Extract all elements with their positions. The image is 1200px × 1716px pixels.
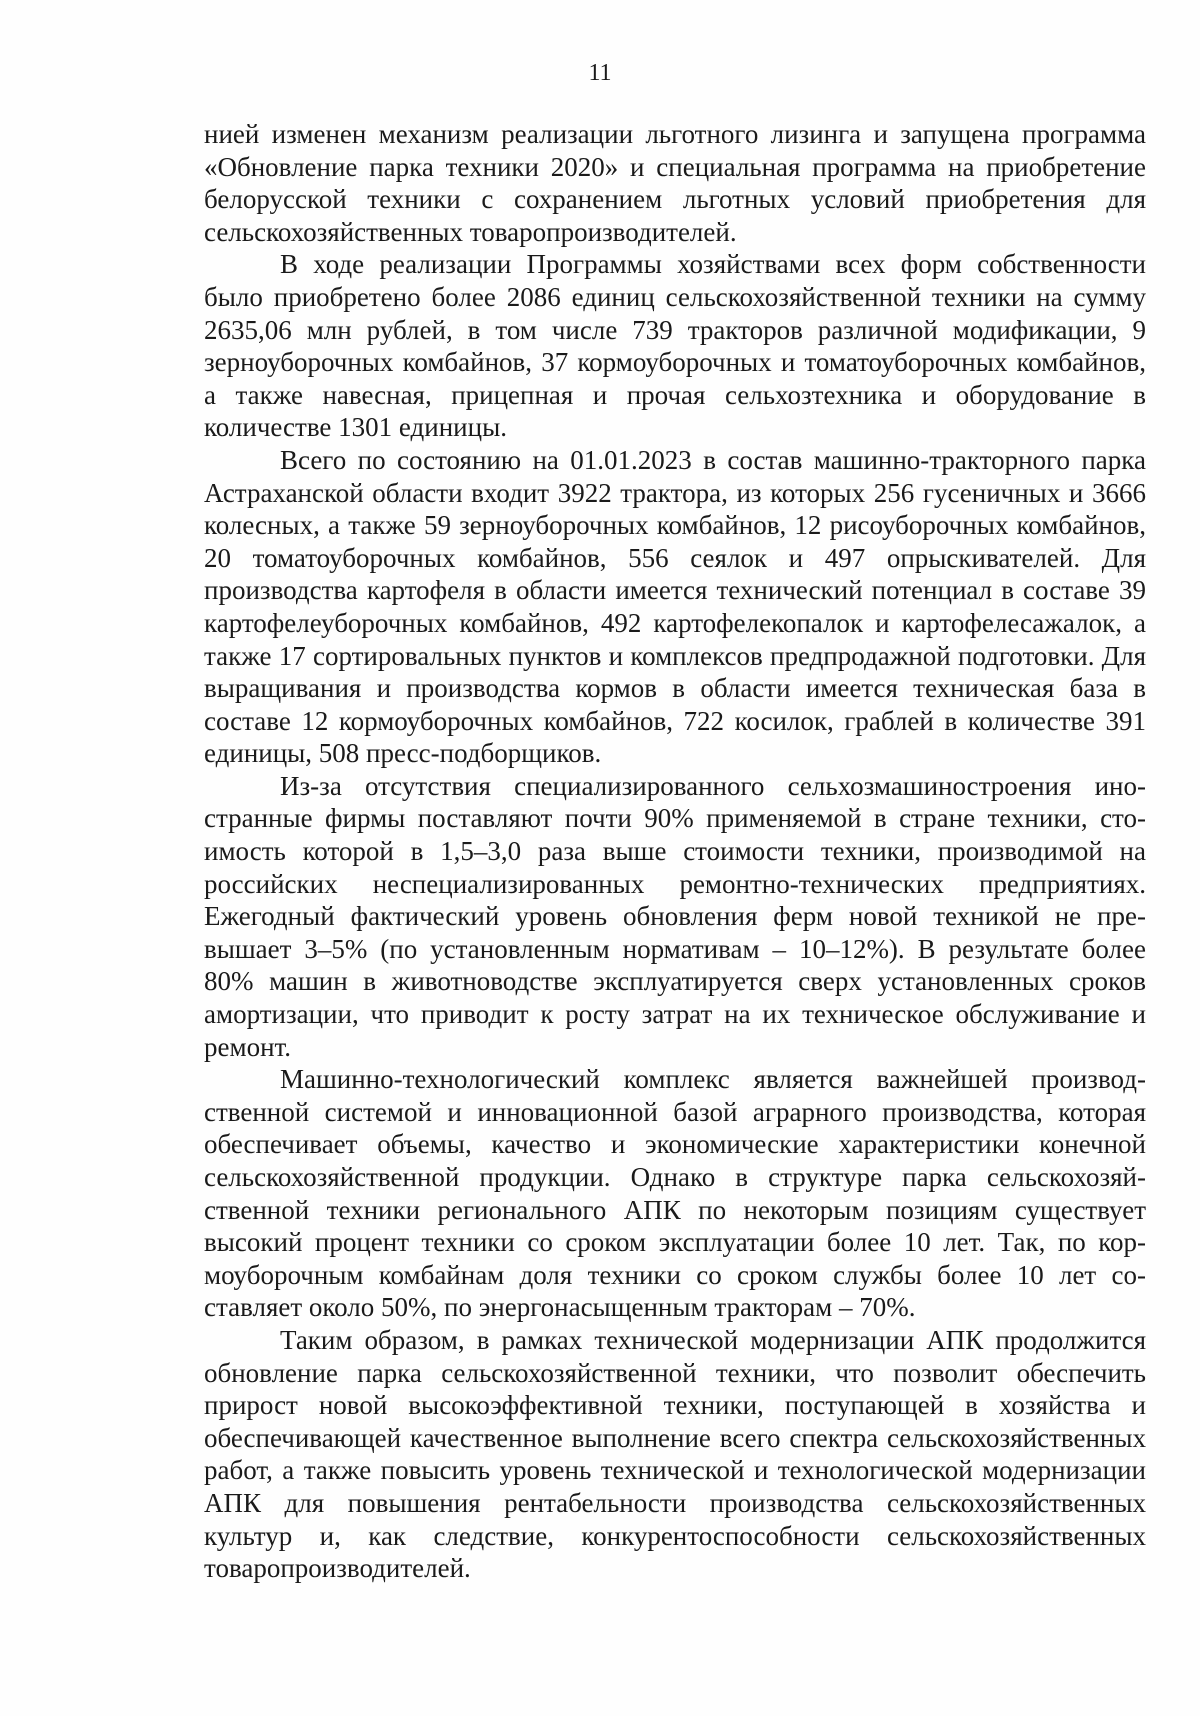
- paragraph-machine-complex: Машинно-технологический комплекс является важнейшей производственной системой и инновационной базой аграрного производства, которая обеспечивает объемы, качество и экономические характеристики конечной сельскохозяйственной продукции. Однако в структуре парка сельскохозяйственной техники регионального АПК по некоторым позициям существует высокий процент техники со сроком эксплуатации более 10 лет. Так, по кормоуборочным комбайнам доля техники со сроком службы более 10 лет составляет около 50%, по энергонасыщенным тракторам – 70%.: [204, 1064, 1146, 1323]
- paragraph-foreign-equipment: Из-за отсутствия специализированного сельхозмашиностроения иностранные фирмы поставляют почти 90% применяемой в стране техники, стоимость которой в 1,5–3,0 раза выше стоимости техники, производимой на российских неспециализированных ремонтно-технических предприятиях. Ежегодный фактический уровень обновления ферм новой техникой не превышает 3–5% (по установленным нормативам – 10–12%). В результате более 80% машин в животноводстве эксплуатируется сверх установленных сроков амортизации, что приводит к росту затрат на их техническое обслуживание и ремонт.: [204, 770, 1146, 1062]
- paragraph-conclusion: Таким образом, в рамках технической модернизации АПК продолжится обновление парка сельскохозяйственной техники, что позволит обеспечить прирост новой высокоэффективной техники, поступающей в хозяйства и обеспечивающей качественное выполнение всего спектра сельскохозяйственных работ, а также повысить уровень технической и технологической модернизации АПК для повышения рентабельности производства сельскохозяйственных культур и, как следствие, конкурентоспособности сельскохозяйственных товаропроизводителей.: [204, 1324, 1146, 1584]
- paragraph-machine-park: Всего по состоянию на 01.01.2023 в состав машинно-тракторного парка Астраханской области входит 3922 трактора, из которых 256 гусеничных и 3666 колесных, а также 59 зерноуборочных комбайнов, 12 рисоуборочных комбайнов, 20 томатоуборочных комбайнов, 556 сеялок и 497 опрыскивателей. Для производства картофеля в области имеется технический потенциал в составе 39 картофелеуборочных комбайнов, 492 картофелекопалок и картофелесажалок, а также 17 сортировальных пунктов и комплексов предпродажной подготовки. Для выращивания и производства кормов в области имеется техническая база в составе 12 кормоуборочных комбайнов, 722 косилок, граблей в количестве 391 единицы, 508 пресс-подборщиков.: [204, 444, 1146, 769]
- paragraph-program-purchases: В ходе реализации Программы хозяйствами всех форм собственности было приобретено более 2086 единиц сельскохозяйственной техники на сумму 2635,06 млн рублей, в том числе 739 тракторов различной модификации, 9 зерноуборочных комбайнов, 37 кормоуборочных и томатоуборочных комбайнов, а также навесная, прицепная и прочая сельхозтехника и оборудование в количестве 1301 единицы.: [204, 249, 1146, 443]
- page-number: 11: [588, 60, 612, 86]
- paragraph-continuation: нией изменен механизм реализации льготного лизинга и запущена программа «Обновление парка техники 2020» и специальная программа на приобретение белорусской техники с сохранением льготных условий приобретения для сельскохозяйственных товаропроизводителей.: [204, 119, 1146, 247]
- document-body: [204, 118, 1146, 1585]
